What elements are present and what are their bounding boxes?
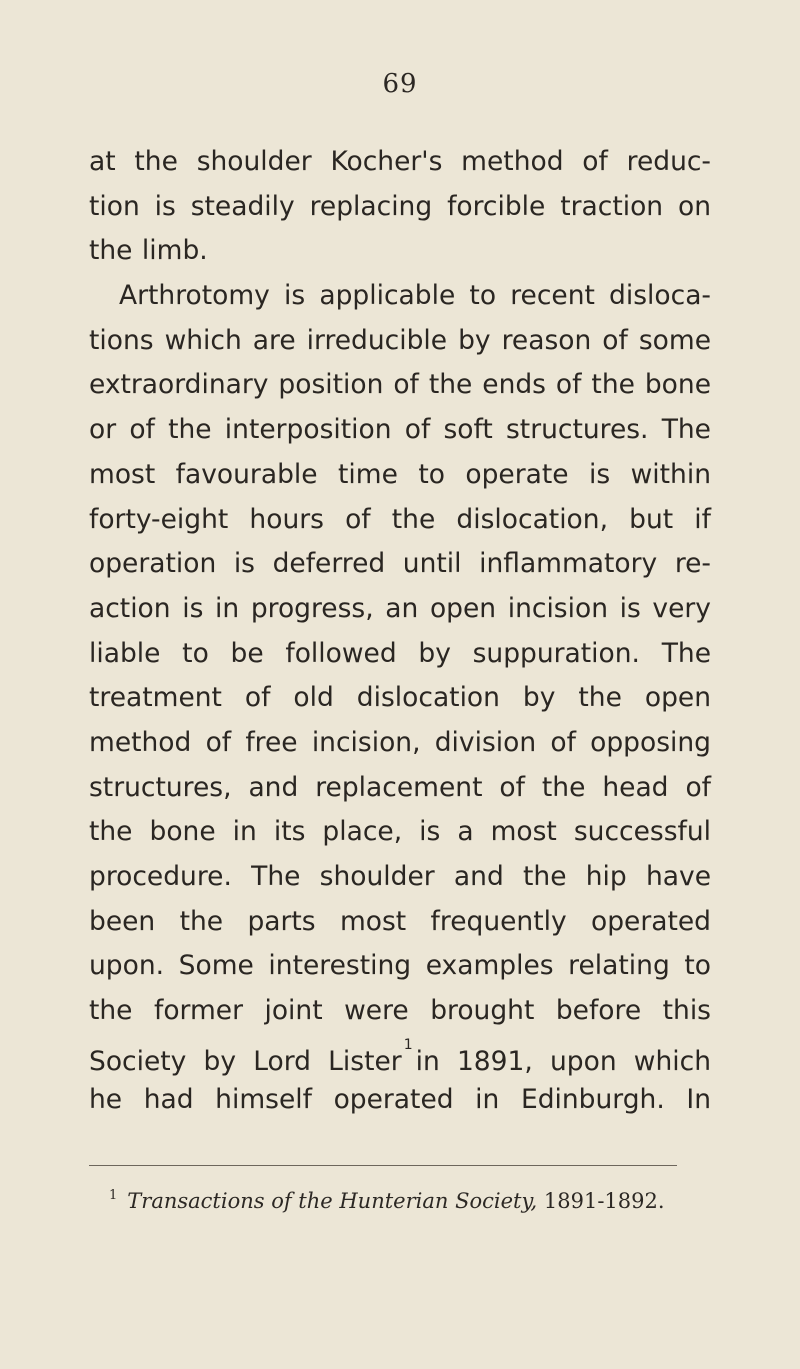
text-line: action is in progress, an open incision is very: [89, 592, 711, 624]
body-text: [89, 140, 711, 1123]
text-line: operation is deferred until inflammatory re-: [89, 548, 711, 580]
footnote-reference: 1: [403, 1036, 413, 1053]
text-line: upon. Some interesting examples relating to: [89, 950, 711, 982]
text-line-with-footnote-ref: [89, 1034, 711, 1079]
paragraph-start-line: Arthrotomy is applicable to recent disloca-: [119, 280, 711, 312]
text-line: at the shoulder Kocher's method of reduc-: [89, 146, 711, 177]
text-line: the former joint were brought before this: [89, 995, 711, 1027]
text-line: tions which are irreducible by reason of some: [89, 324, 711, 356]
footnote-title: Transactions of the Hunterian Society,: [127, 1189, 538, 1213]
text-line: extraordinary position of the ends of the bone: [89, 369, 711, 401]
text-line: he had himself operated in Edinburgh. In: [89, 1084, 711, 1116]
text-line: tion is steadily replacing forcible traction on: [89, 190, 711, 222]
page-number: 69: [382, 69, 418, 99]
text-line: most favourable time to operate is within: [89, 458, 711, 490]
text-line: method of free incision, division of opposing: [89, 726, 711, 758]
text-line: procedure. The shoulder and the hip have: [89, 861, 711, 892]
text-line: structures, and replacement of the head of: [89, 771, 711, 803]
footnote-mark: 1: [109, 1188, 118, 1203]
line-text: in 1891, upon which: [415, 1045, 711, 1077]
footnote: [109, 1189, 709, 1213]
text-line: the limb.: [89, 235, 208, 267]
text-line: or of the interposition of soft structures. The: [89, 414, 711, 446]
footnote-divider: [89, 1165, 677, 1166]
line-text: Society by Lord Lister: [89, 1045, 402, 1077]
text-line: forty-eight hours of the dislocation, but if: [89, 503, 711, 535]
text-line: the bone in its place, is a most successful: [89, 816, 711, 848]
text-line: treatment of old dislocation by the open: [89, 682, 711, 714]
text-line: been the parts most frequently operated: [89, 905, 711, 937]
footnote-years: 1891-1892.: [543, 1189, 665, 1213]
text-line: liable to be followed by suppuration. The: [89, 637, 711, 669]
